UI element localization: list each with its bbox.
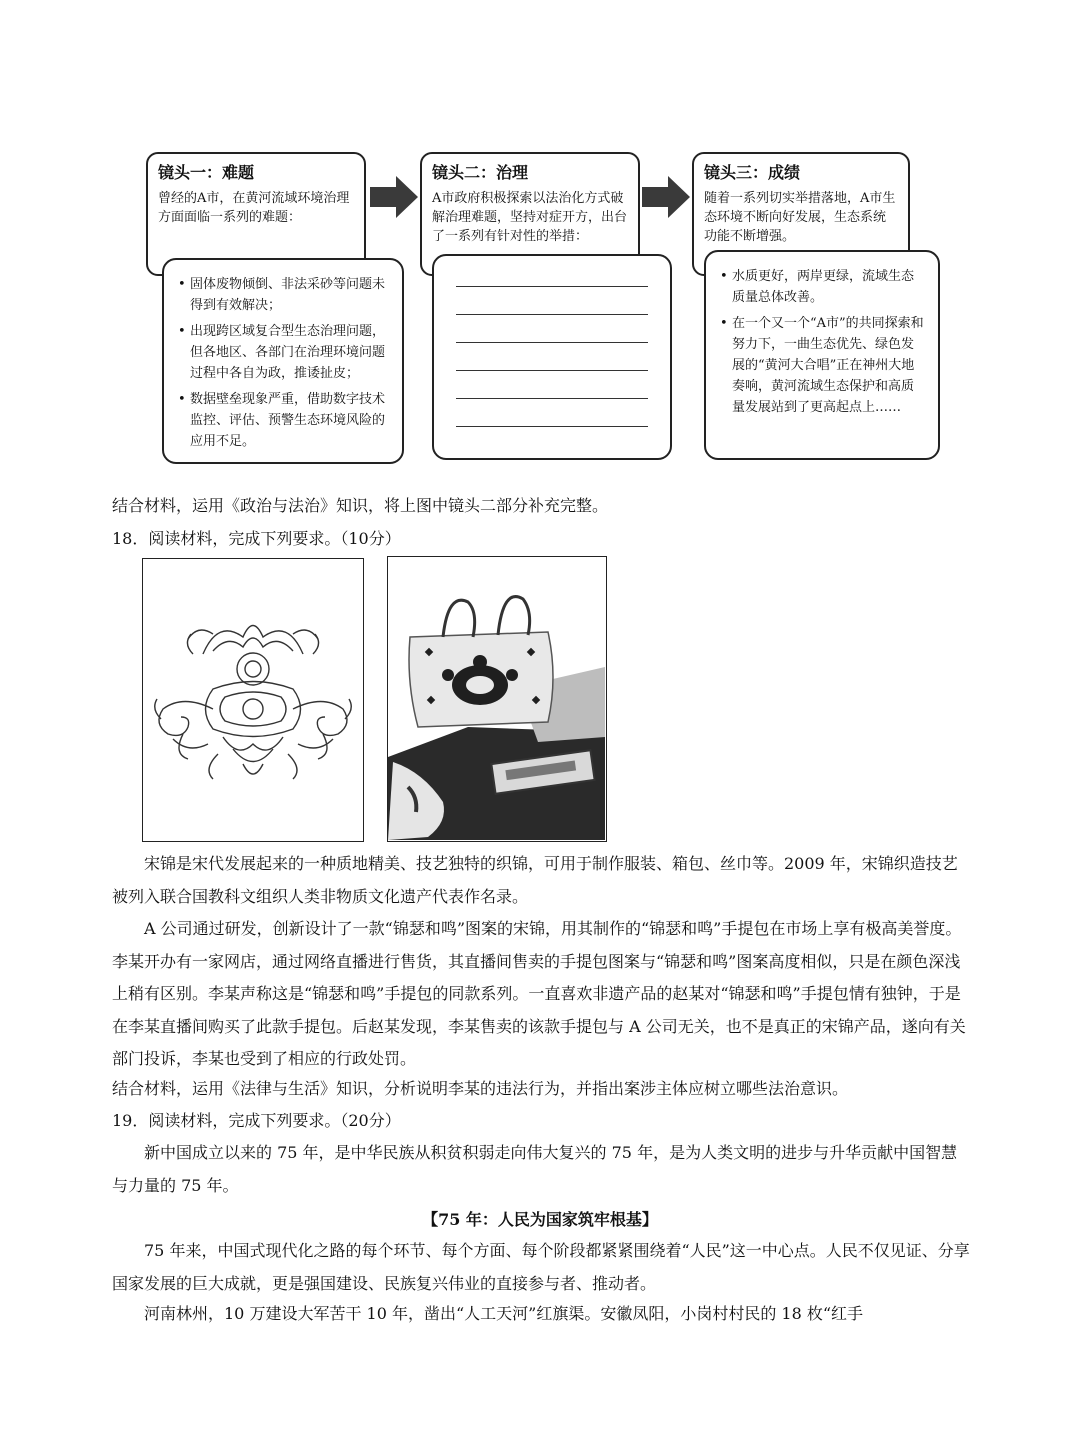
shot3-item: • 在一个又一个“A市”的共同探索和努力下，一曲生态优先、绿色发展的“黄河大合唱”正在神州大地奏响，黄河流域生态保护和高质量发展站到了更高起点上…… [720,313,924,418]
answer-blank-line [456,286,648,287]
handbag-icon [388,557,605,840]
q18-prompt: 结合材料，运用《法律与生活》知识，分析说明李某的违法行为，并指出案涉主体应树立哪些法治意识。 [112,1079,849,1098]
q19-heading: 19．阅读材料，完成下列要求。（20分） [112,1111,401,1130]
shot3-title: 镜头三：成绩 [704,163,801,182]
shot3-text: 随着一系列切实举措落地，A市生态环境不断向好发展，生态系统功能不断增强。 [704,191,896,244]
shot2-title: 镜头二：治理 [432,163,529,182]
shot3-detail-box [704,250,940,460]
shot3-item: • 水质更好，两岸更绿，流域生态质量总体改善。 [720,266,924,308]
q18-paragraph-2: A 公司通过研发，创新设计了一款“锦瑟和鸣”图案的宋锦，用其制作的“锦瑟和鸣”手提包在市场上享有极高美誉度。李某开办有一家网店，通过网络直播进行售货，其直播间售卖的手提包图案与“锦瑟和鸣”图案高度相似，只是在颜色深浅上稍有区别。李某声称这是“锦瑟和鸣”手提包的同款系列。一直喜欢非遗产品的赵某对“锦瑟和鸣”手提包情有独钟，于是在李某直播间购买了此款手提包。后赵某发现，李某售卖的该款手提包与 A 公司无关，也不是真正的宋锦产品，遂向有关部门投诉，李某也受到了相应的行政处罚。 [112,919,966,1068]
arrow-right-icon [642,174,692,220]
shot1-text: 曾经的A市，在黄河流域环境治理方面面临一系列的难题： [158,191,350,225]
q19-paragraph-3: 河南林州，10 万建设大军苦干 10 年，凿出“人工天河”红旗渠。安徽凤阳，小岗村村民的 18 枚“红手 [144,1304,864,1323]
brocade-pattern-icon [143,559,362,840]
shot2-blank-box [432,254,672,460]
q18-heading: 18．阅读材料，完成下列要求。（10分） [112,529,401,548]
shot1-detail-box [162,258,404,464]
handbag-photo-image [387,556,607,842]
arrow-right-icon [370,174,420,220]
answer-blank-line [456,314,648,315]
answer-blank-line [456,342,648,343]
q19-subheading: 【75 年：人民为国家筑牢根基】 [422,1210,658,1229]
answer-blank-line [456,398,648,399]
q18-paragraph-1: 宋锦是宋代发展起来的一种质地精美、技艺独特的织锦，可用于制作服装、箱包、丝巾等。2009 年，宋锦织造技艺被列入联合国教科文组织人类非物质文化遗产代表作名录。 [112,854,958,906]
q19-paragraph-1: 新中国成立以来的 75 年，是中华民族从积贫积弱走向伟大复兴的 75 年，是为人类文明的进步与升华贡献中国智慧与力量的 75 年。 [112,1143,958,1195]
answer-blank-line [456,426,648,427]
answer-blank-line [456,370,648,371]
q17-prompt: 结合材料，运用《政治与法治》知识，将上图中镜头二部分补充完整。 [112,496,609,515]
shot1-item: • 固体废物倾倒、非法采砂等问题未得到有效解决； [178,274,388,316]
shot1-title: 镜头一：难题 [158,163,255,182]
shot2-text: A市政府积极探索以法治化方式破解治理难题，坚持对症开方，出台了一系列有针对性的举措： [432,191,628,244]
shot1-item: • 数据壁垒现象严重，借助数字技术监控、评估、预警生态环境风险的应用不足。 [178,389,388,452]
shot1-item: • 出现跨区域复合型生态治理问题，但各地区、各部门在治理环境问题过程中各自为政，推诿扯皮； [178,321,388,384]
q19-paragraph-2: 75 年来，中国式现代化之路的每个环节、每个方面、每个阶段都紧紧围绕着“人民”这一中心点。人民不仅见证、分享国家发展的巨大成就，更是强国建设、民族复兴伟业的直接参与者、推动者。 [112,1241,970,1293]
brocade-pattern-image [142,558,364,842]
